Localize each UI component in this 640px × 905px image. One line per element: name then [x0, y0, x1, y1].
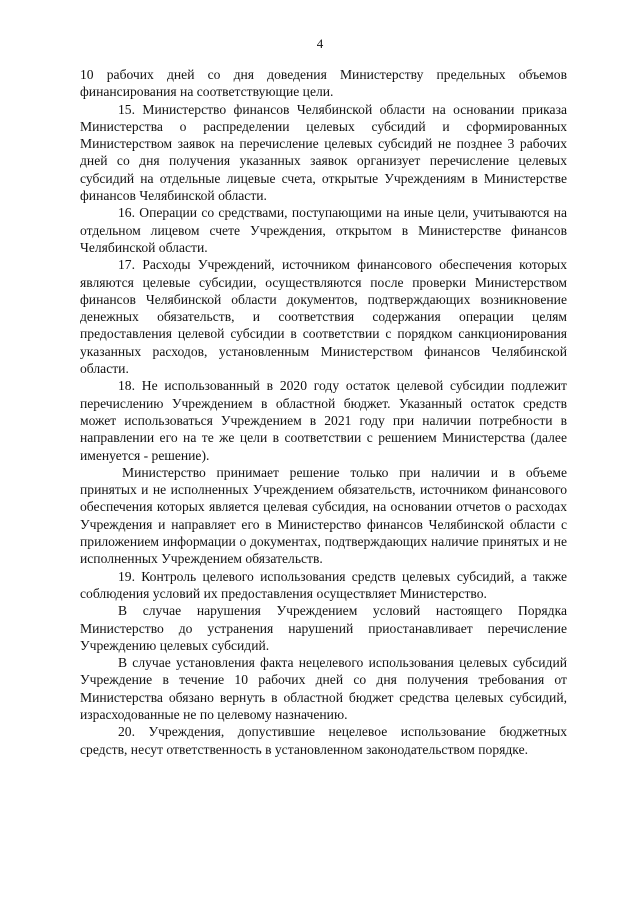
- paragraph-17: 17. Расходы Учреждений, источником финансового обеспечения которых являются целевые субсидии, осуществляются после проверки Министерством финансов Челябинской области документов, подтверждающих возникновение денежных обязательств, и соответствия содержания операции целям предоставления целевой субсидии в соответствии с порядком санкционирования указанных расходов, установленным Министерством финансов Челябинской области.: [80, 257, 567, 377]
- page-number: 4: [316, 36, 324, 51]
- paragraph-15: 15. Министерство финансов Челябинской области на основании приказа Министерства о распределении целевых субсидий и сформированных Министерством заявок на перечисление целевых субсидий не позднее 3 рабочих дней со дня получения указанных заявок организует перечисление целевых субсидий на отдельные лицевые счета, открытые Учреждениям в Министерстве финансов Челябинской области.: [80, 101, 567, 204]
- document-body: [80, 66, 567, 758]
- paragraph-20: 20. Учреждения, допустившие нецелевое использование бюджетных средств, несут ответственность в установленном законодательством порядке.: [80, 724, 567, 757]
- paragraph-19-misuse: В случае установления факта нецелевого использования целевых субсидий Учреждение в течение 10 рабочих дней со дня получения требования от Министерства обязано вернуть в областной бюджет средства целевых субсидий, израсходованные не по целевому назначению.: [80, 655, 567, 722]
- paragraph-19-violation: В случае нарушения Учреждением условий настоящего Порядка Министерство до устранения нарушений приостанавливает перечисление Учреждению целевых субсидий.: [80, 603, 567, 653]
- paragraph-18-decision: Министерство принимает решение только при наличии и в объеме принятых и не исполненных Учреждением обязательств, источником финансового обеспечения которых является целевая субсидия, на основании отчетов о расходах Учреждения и направляет его в Министерство финансов Челябинской области с приложением информации о документах, подтверждающих наличие принятых и не исполненных Учреждением обязательств.: [80, 464, 567, 567]
- paragraph-19: 19. Контроль целевого использования средств целевых субсидий, а также соблюдения условий их предоставления осуществляет Министерство.: [80, 568, 567, 601]
- paragraph-continuation: 10 рабочих дней со дня доведения Министерству предельных объемов финансирования на соответствующие цели.: [80, 67, 567, 100]
- paragraph-16: 16. Операции со средствами, поступающими на иные цели, учитываются на отдельном лицевом счете Учреждения, открытом в Министерстве финансов Челябинской области.: [80, 205, 567, 255]
- paragraph-18: 18. Не использованный в 2020 году остаток целевой субсидии подлежит перечислению Учреждением в областной бюджет. Указанный остаток средств может использоваться Учреждением в 2021 году при наличии потребности в направлении его на те же цели в соответствии с решением Министерства (далее именуется - решение).: [80, 378, 567, 463]
